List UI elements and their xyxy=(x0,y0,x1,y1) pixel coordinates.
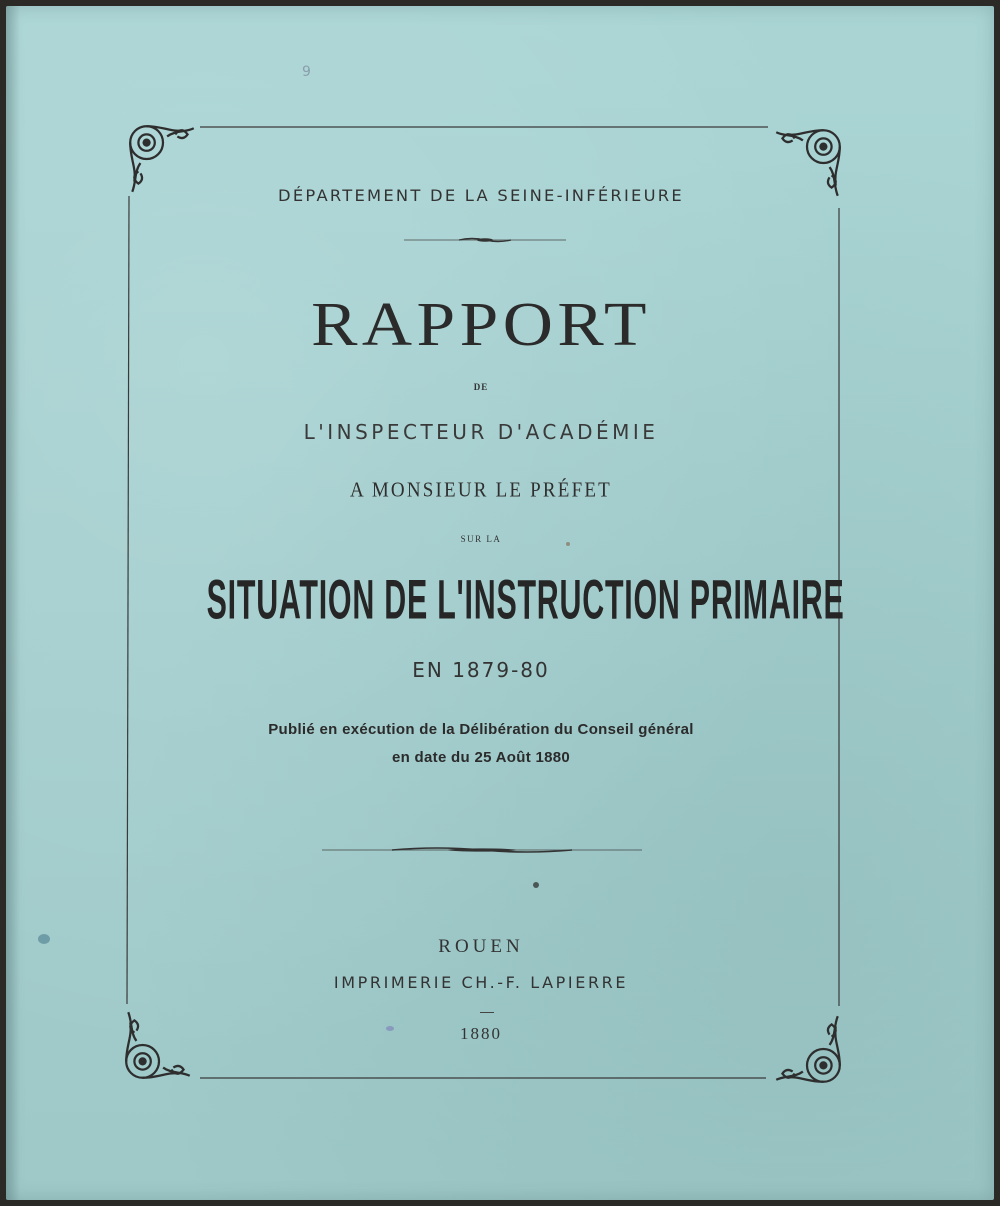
publication-note-line2: en date du 25 Août 1880 xyxy=(391,749,571,766)
subject-connector: SUR LA xyxy=(460,534,502,544)
imprint-year: 1880 xyxy=(460,1024,502,1043)
imprint-printer: IMPRIMERIE CH.-F. LAPIERRE xyxy=(333,973,629,992)
stain-spot xyxy=(38,934,50,944)
imprint-dash xyxy=(480,1012,494,1013)
publication-note-line1: Publié en exécution de la Délibération du Conseil général xyxy=(268,721,694,738)
subject-heading: SITUATION DE L'INSTRUCTION PRIMAIRE xyxy=(206,570,845,631)
report-period: EN 1879-80 xyxy=(412,658,550,682)
author-line: L'INSPECTEUR D'ACADÉMIE xyxy=(303,420,659,444)
flourish-corner-icon xyxy=(766,1008,848,1090)
flourish-corner-icon xyxy=(118,1004,200,1086)
title-connector: DE xyxy=(473,382,489,392)
spine-shadow xyxy=(6,6,20,1200)
department-heading: DÉPARTEMENT DE LA SEINE-INFÉRIEURE xyxy=(278,186,684,205)
pencil-annotation: 9 xyxy=(302,64,311,80)
ornamental-rule-icon xyxy=(404,236,566,244)
ornamental-rule-icon xyxy=(322,845,642,855)
document-title: RAPPORT xyxy=(311,291,651,359)
recipient-line: A MONSIEUR LE PRÉFET xyxy=(350,478,612,502)
imprint-city: ROUEN xyxy=(438,936,524,957)
